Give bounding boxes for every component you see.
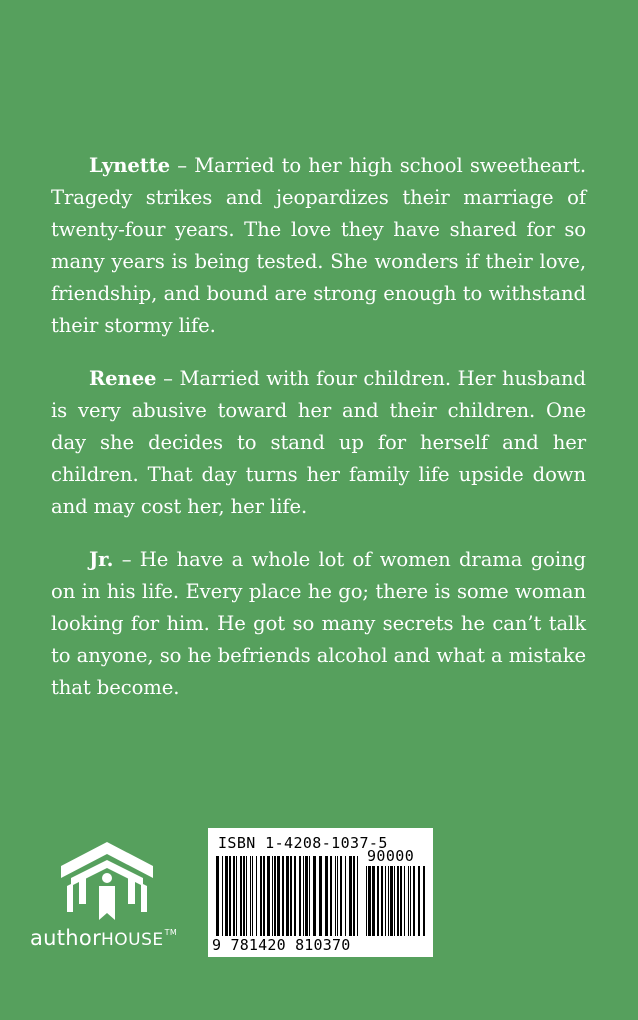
paragraph-text: – Married to her high school sweetheart. Tragedy strikes and jeopardizes their marriage of twenty-four years. The love they have shared for so many years is being tested. She wonders if their love, friendship, and bound are strong enough to withstand their stormy life. (51, 154, 586, 337)
character-name: Jr. (89, 548, 114, 571)
price-code: 90000 (367, 847, 415, 865)
character-name: Renee (89, 367, 157, 390)
trademark-symbol: TM (164, 928, 178, 937)
blurb-paragraph-renee (51, 363, 586, 523)
isbn-barcode (208, 828, 433, 957)
isbn-number: ISBN 1-4208-1037-5 (218, 834, 388, 852)
authorhouse-house-icon (59, 840, 155, 922)
wordmark-author: author (30, 926, 102, 950)
back-cover-blurb (51, 150, 586, 725)
character-name: Lynette (89, 154, 171, 177)
ean-digits: 9 781420 810370 (212, 936, 351, 954)
wordmark-house: HOUSE (101, 930, 164, 950)
blurb-paragraph-jr (51, 544, 586, 704)
paragraph-text: – Married with four children. Her husband is very abusive toward her and their children. One day she decides to stand up for herself and her children. That day turns her family life upside down and may cost her, her life. (51, 367, 586, 518)
publisher-wordmark (30, 926, 205, 950)
publisher-logo (30, 840, 200, 960)
paragraph-text: – He have a whole lot of women drama going on in his life. Every place he go; there is some woman looking for him. He got so many secrets he can’t talk to anyone, so he befriends alcohol and what a mistake that become. (51, 548, 586, 699)
blurb-paragraph-lynette (51, 150, 586, 342)
